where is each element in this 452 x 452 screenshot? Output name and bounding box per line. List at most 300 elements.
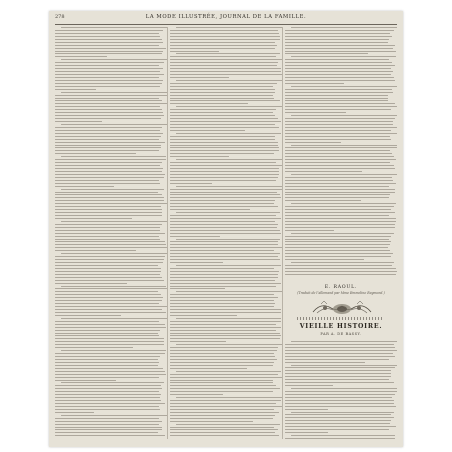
text-line xyxy=(61,382,165,383)
text-line xyxy=(285,385,333,386)
text-line xyxy=(285,142,341,143)
text-line xyxy=(55,397,160,398)
text-line xyxy=(176,133,281,134)
text-line xyxy=(176,27,282,28)
text-line xyxy=(285,353,393,354)
column-separator xyxy=(167,27,168,439)
text-line xyxy=(285,403,394,404)
text-line xyxy=(55,309,162,310)
text-line xyxy=(285,230,334,231)
text-line xyxy=(170,368,247,369)
text-line xyxy=(55,418,159,419)
text-line xyxy=(55,265,158,266)
text-line xyxy=(285,136,390,137)
text-line xyxy=(285,139,391,140)
text-line xyxy=(170,374,278,375)
text-line xyxy=(170,256,278,257)
text-line xyxy=(285,432,328,433)
text-line xyxy=(55,109,162,110)
text-line xyxy=(285,65,395,66)
text-line xyxy=(55,177,164,178)
text-line xyxy=(170,362,274,363)
text-line xyxy=(55,294,161,295)
text-line xyxy=(55,171,162,172)
text-line xyxy=(285,92,393,93)
text-line xyxy=(170,359,277,360)
text-line xyxy=(285,177,392,178)
text-line xyxy=(55,74,164,75)
text-line xyxy=(55,333,158,334)
text-line xyxy=(55,271,161,272)
text-line xyxy=(285,356,395,357)
text-line xyxy=(55,180,159,181)
text-line xyxy=(55,139,159,140)
text-line xyxy=(176,212,280,213)
text-line xyxy=(55,236,159,237)
text-line xyxy=(55,77,159,78)
text-line xyxy=(55,165,160,166)
text-line xyxy=(170,327,281,328)
text-line xyxy=(285,241,391,242)
text-line xyxy=(170,83,277,84)
text-line xyxy=(55,247,167,248)
text-line xyxy=(55,206,161,207)
text-line xyxy=(170,324,276,325)
text-line xyxy=(55,227,160,228)
text-line xyxy=(170,153,274,154)
story-title: VIEILLE HISTOIRE. xyxy=(299,323,383,330)
text-line xyxy=(285,227,395,228)
text-line xyxy=(285,121,393,122)
text-line xyxy=(170,74,282,75)
text-line xyxy=(285,370,391,371)
text-line xyxy=(285,256,391,257)
text-line xyxy=(55,103,167,104)
text-line xyxy=(291,341,397,342)
text-line xyxy=(170,247,282,248)
text-line xyxy=(285,209,391,210)
text-line xyxy=(170,309,281,310)
text-line xyxy=(285,83,344,84)
text-line xyxy=(55,112,163,113)
text-line xyxy=(55,150,159,151)
text-line xyxy=(55,327,166,328)
text-line xyxy=(55,368,163,369)
text-line xyxy=(170,68,281,69)
text-line xyxy=(285,218,396,219)
text-line xyxy=(170,136,275,137)
text-line xyxy=(170,283,281,284)
text-line xyxy=(170,100,280,101)
text-line xyxy=(285,382,394,383)
text-line xyxy=(55,121,102,122)
text-line xyxy=(285,239,389,240)
text-line xyxy=(170,165,282,166)
text-line xyxy=(55,268,161,269)
text-line xyxy=(170,86,273,87)
text-line xyxy=(55,145,161,146)
text-line xyxy=(170,218,281,219)
text-line xyxy=(55,391,159,392)
text-line xyxy=(285,236,391,237)
text-line xyxy=(285,39,389,40)
text-line xyxy=(170,380,273,381)
text-line xyxy=(285,77,394,78)
text-line xyxy=(291,86,397,87)
text-line xyxy=(285,192,395,193)
text-line xyxy=(170,124,275,125)
text-line xyxy=(55,45,159,46)
text-line xyxy=(170,95,273,96)
text-line xyxy=(170,415,275,416)
text-line xyxy=(285,98,388,99)
text-line xyxy=(285,95,388,96)
text-line xyxy=(55,218,132,219)
text-line xyxy=(285,30,394,31)
text-line xyxy=(170,236,220,237)
text-line xyxy=(170,388,280,389)
text-line xyxy=(170,33,279,34)
text-line xyxy=(170,412,279,413)
text-line xyxy=(285,189,395,190)
text-line xyxy=(170,391,273,392)
author-signature: E. RAOUL. xyxy=(324,285,358,290)
text-line xyxy=(285,344,394,345)
text-line xyxy=(55,83,162,84)
text-line xyxy=(170,30,278,31)
text-line xyxy=(170,294,274,295)
text-line xyxy=(55,200,164,201)
text-line xyxy=(170,409,274,410)
text-line xyxy=(55,162,162,163)
text-line xyxy=(285,168,395,169)
text-line xyxy=(170,365,273,366)
text-line xyxy=(55,365,158,366)
text-line xyxy=(285,265,392,266)
text-line xyxy=(285,247,388,248)
text-line xyxy=(285,183,396,184)
text-line xyxy=(55,136,161,137)
text-line xyxy=(170,297,278,298)
text-line xyxy=(55,95,167,96)
text-line xyxy=(55,353,165,354)
text-line xyxy=(285,45,395,46)
text-line xyxy=(55,89,96,90)
text-line xyxy=(55,100,162,101)
text-line xyxy=(170,62,278,63)
text-line xyxy=(170,403,276,404)
text-line xyxy=(176,291,282,292)
text-line xyxy=(55,297,163,298)
text-line xyxy=(285,171,362,172)
text-line xyxy=(170,288,225,289)
text-line xyxy=(55,394,161,395)
text-line xyxy=(285,379,389,380)
text-line xyxy=(285,127,397,128)
text-line xyxy=(61,59,167,60)
text-line xyxy=(170,65,277,66)
text-line xyxy=(285,414,391,415)
text-line xyxy=(55,421,162,422)
text-line xyxy=(285,391,397,392)
text-line xyxy=(55,56,107,57)
text-line xyxy=(55,262,163,263)
text-line xyxy=(55,244,166,245)
newspaper-page xyxy=(49,11,403,447)
text-line xyxy=(285,80,395,81)
text-line xyxy=(285,42,388,43)
text-line xyxy=(170,109,276,110)
text-line xyxy=(170,303,275,304)
text-line xyxy=(55,344,164,345)
text-line xyxy=(170,112,273,113)
text-line xyxy=(285,197,389,198)
text-line xyxy=(55,321,159,322)
text-line xyxy=(55,48,166,49)
text-line xyxy=(170,121,281,122)
text-line xyxy=(61,253,167,254)
text-line xyxy=(55,256,165,257)
text-line xyxy=(285,150,390,151)
text-line xyxy=(55,142,165,143)
text-line xyxy=(55,197,164,198)
text-line xyxy=(55,303,159,304)
text-line xyxy=(285,100,388,101)
text-line xyxy=(170,180,276,181)
text-line xyxy=(55,30,163,31)
text-line xyxy=(55,239,160,240)
text-line xyxy=(55,315,121,316)
text-line xyxy=(55,324,165,325)
text-line xyxy=(61,92,167,93)
text-line xyxy=(55,147,161,148)
text-line xyxy=(170,39,280,40)
text-line xyxy=(55,183,160,184)
translation-note: (Traduit de l’allemand par Mme Emmeline Raymond.) xyxy=(297,291,385,295)
text-line xyxy=(291,56,397,57)
text-line xyxy=(55,359,158,360)
text-line xyxy=(285,68,391,69)
text-line xyxy=(170,115,275,116)
text-line xyxy=(285,130,391,131)
text-line xyxy=(176,53,281,54)
text-line xyxy=(170,286,276,287)
header-rule xyxy=(55,24,397,25)
text-line xyxy=(285,36,392,37)
text-line xyxy=(170,77,229,78)
text-line xyxy=(176,186,282,187)
text-line xyxy=(55,330,160,331)
running-title: LA MODE ILLUSTRÉE, JOURNAL DE LA FAMILLE. xyxy=(145,14,307,20)
text-line xyxy=(55,215,162,216)
text-line xyxy=(285,400,394,401)
text-line xyxy=(285,244,390,245)
text-line xyxy=(170,192,277,193)
text-line xyxy=(291,233,394,234)
text-line xyxy=(55,280,164,281)
text-line xyxy=(170,268,274,269)
text-line xyxy=(170,92,275,93)
text-line xyxy=(55,68,163,69)
text-line xyxy=(55,427,162,428)
text-line xyxy=(55,36,160,37)
text-line xyxy=(55,250,136,251)
text-line xyxy=(291,435,396,436)
text-line xyxy=(55,153,136,154)
text-line xyxy=(55,403,165,404)
text-line xyxy=(285,112,346,113)
text-line xyxy=(285,74,391,75)
text-line xyxy=(55,335,159,336)
text-line xyxy=(285,426,396,427)
text-line xyxy=(61,189,165,190)
text-line xyxy=(170,168,279,169)
text-line xyxy=(285,206,394,207)
text-line xyxy=(285,406,396,407)
text-line xyxy=(55,259,164,260)
text-line xyxy=(285,359,389,360)
text-column-left xyxy=(55,27,167,439)
text-line xyxy=(170,139,275,140)
text-line xyxy=(55,306,167,307)
story-body-text xyxy=(285,341,397,439)
text-line xyxy=(55,356,160,357)
text-line xyxy=(285,33,390,34)
text-line xyxy=(170,48,275,49)
text-line xyxy=(55,377,159,378)
text-line xyxy=(170,418,273,419)
text-line xyxy=(55,168,163,169)
text-line xyxy=(55,432,158,433)
text-line xyxy=(285,417,394,418)
text-line xyxy=(285,62,392,63)
text-line xyxy=(55,388,162,389)
text-line xyxy=(170,224,278,225)
text-line xyxy=(170,262,223,263)
text-line xyxy=(170,356,275,357)
text-line xyxy=(55,338,164,339)
text-line xyxy=(170,230,280,231)
text-line xyxy=(285,53,368,54)
text-line xyxy=(285,118,395,119)
text-line xyxy=(170,300,274,301)
text-line xyxy=(285,429,389,430)
text-line xyxy=(55,42,163,43)
text-line xyxy=(291,27,397,28)
text-line xyxy=(170,56,276,57)
text-line xyxy=(170,142,278,143)
text-line xyxy=(170,315,237,316)
text-line xyxy=(55,362,159,363)
text-line xyxy=(55,86,160,87)
text-line xyxy=(170,206,278,207)
text-line xyxy=(170,406,282,407)
text-line xyxy=(285,221,396,222)
text-line xyxy=(285,133,397,134)
text-line xyxy=(55,230,160,231)
text-line xyxy=(170,221,275,222)
text-line xyxy=(285,420,391,421)
text-line xyxy=(55,312,166,313)
text-line xyxy=(170,183,212,184)
text-line xyxy=(170,36,280,37)
text-line xyxy=(61,286,166,287)
article-signature xyxy=(285,285,397,295)
text-line xyxy=(55,115,164,116)
text-line xyxy=(285,165,394,166)
text-line xyxy=(170,98,274,99)
text-line xyxy=(285,373,391,374)
text-line xyxy=(285,409,328,410)
text-line xyxy=(55,39,162,40)
text-line xyxy=(285,271,397,272)
text-line xyxy=(285,109,391,110)
text-line xyxy=(170,400,281,401)
text-line xyxy=(285,89,392,90)
text-line xyxy=(291,174,397,175)
text-line xyxy=(170,306,274,307)
text-line xyxy=(55,274,160,275)
text-line xyxy=(170,335,281,336)
text-line xyxy=(170,330,276,331)
text-line xyxy=(61,156,166,157)
text-line xyxy=(285,59,389,60)
text-line xyxy=(170,394,223,395)
text-line xyxy=(285,438,395,439)
text-line xyxy=(285,274,396,275)
text-line xyxy=(61,318,167,319)
text-line xyxy=(170,59,282,60)
text-line xyxy=(170,71,281,72)
text-line xyxy=(285,250,390,251)
text-line xyxy=(55,192,158,193)
text-line xyxy=(170,130,245,131)
text-line xyxy=(55,194,162,195)
text-line xyxy=(291,388,397,389)
text-line xyxy=(55,186,114,187)
text-line xyxy=(285,367,395,368)
text-line xyxy=(55,241,165,242)
text-line xyxy=(285,394,395,395)
text-line xyxy=(55,288,167,289)
text-line xyxy=(170,194,280,195)
text-line xyxy=(176,344,282,345)
text-line xyxy=(285,347,395,348)
text-line xyxy=(285,376,391,377)
text-line xyxy=(170,209,250,210)
text-line xyxy=(55,341,164,342)
text-line xyxy=(170,341,226,342)
text-line xyxy=(285,259,364,260)
text-line xyxy=(170,333,280,334)
text-line xyxy=(61,124,167,125)
text-line xyxy=(285,103,395,104)
text-line xyxy=(285,186,389,187)
text-line xyxy=(55,118,161,119)
text-line xyxy=(170,203,274,204)
text-line xyxy=(55,371,165,372)
text-line xyxy=(170,233,281,234)
text-line xyxy=(285,162,390,163)
text-line xyxy=(55,209,162,210)
text-line xyxy=(176,318,282,319)
text-line xyxy=(285,180,393,181)
text-line xyxy=(170,385,276,386)
text-line xyxy=(285,215,389,216)
text-line xyxy=(55,424,159,425)
text-line xyxy=(170,177,278,178)
text-line xyxy=(291,365,397,366)
